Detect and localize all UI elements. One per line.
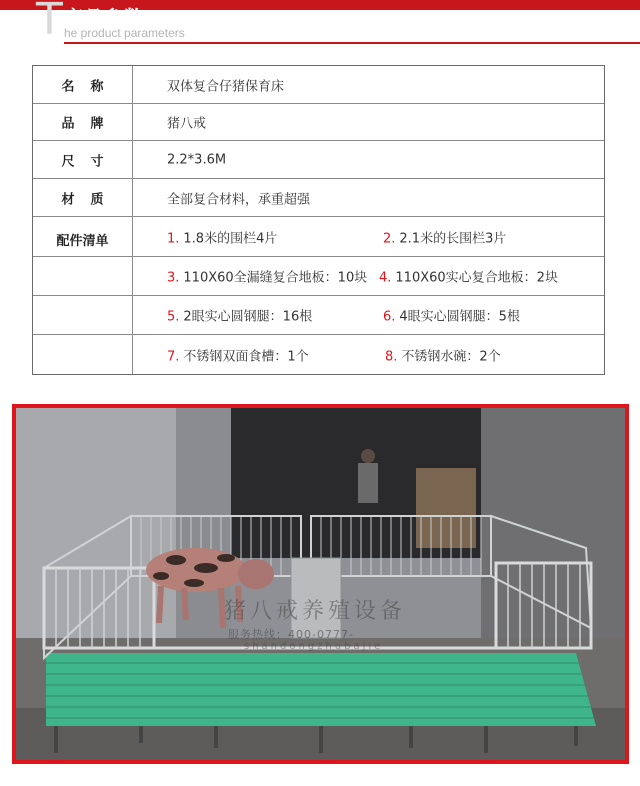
section-header xyxy=(0,0,640,44)
table-row xyxy=(33,217,604,257)
product-photo-illustration xyxy=(16,408,625,760)
table-row xyxy=(33,141,604,179)
product-photo xyxy=(12,404,629,764)
header-title: 产品参数 xyxy=(64,7,145,29)
parts-label: 配件清单 xyxy=(33,217,133,256)
table-row xyxy=(33,257,604,296)
row-label: 品牌 xyxy=(33,104,133,140)
row-label: 尺寸 xyxy=(33,141,133,178)
parameters-table xyxy=(32,65,605,375)
row-value: 2.2*3.6M xyxy=(167,152,227,167)
part-item: 8. 不锈钢水碗：2个 xyxy=(385,349,501,364)
row-value: 猪八戒 xyxy=(167,116,207,132)
part-item: 5. 2眼实心圆钢腿：16根 xyxy=(167,309,313,325)
row-label-empty xyxy=(33,257,133,295)
row-value: 全部复合材料，承重超强 xyxy=(167,192,311,207)
part-item: 1. 1.8米的围栏4片 xyxy=(167,231,278,246)
table-row xyxy=(33,104,604,141)
row-value: 双体复合仔猪保育床 xyxy=(167,79,285,94)
table-row xyxy=(33,335,604,374)
watermark-name: 猪八戒养殖设备 xyxy=(224,599,407,624)
header-underline xyxy=(64,42,640,44)
table-row xyxy=(33,296,604,335)
row-label-empty xyxy=(33,296,133,334)
table-row xyxy=(33,179,604,217)
watermark-phone: 服务热线：400-0777- xyxy=(228,628,354,641)
row-label-empty xyxy=(33,335,133,374)
header-letter: T xyxy=(36,0,63,45)
table-row xyxy=(33,66,604,104)
header-subtitle: he product parameters xyxy=(64,26,185,40)
part-item: 4. 110X60实心复合地板：2块 xyxy=(379,270,558,286)
row-label: 名称 xyxy=(33,66,133,103)
row-label: 材质 xyxy=(33,179,133,216)
part-item: 7. 不锈钢双面食槽：1个 xyxy=(167,349,309,364)
watermark-url: shandongzhubajie xyxy=(244,641,384,652)
part-item: 2. 2.1米的长围栏3片 xyxy=(383,231,507,246)
part-item: 3. 110X60全漏缝复合地板：10块 xyxy=(167,270,368,286)
part-item: 6. 4眼实心圆钢腿：5根 xyxy=(383,309,520,325)
